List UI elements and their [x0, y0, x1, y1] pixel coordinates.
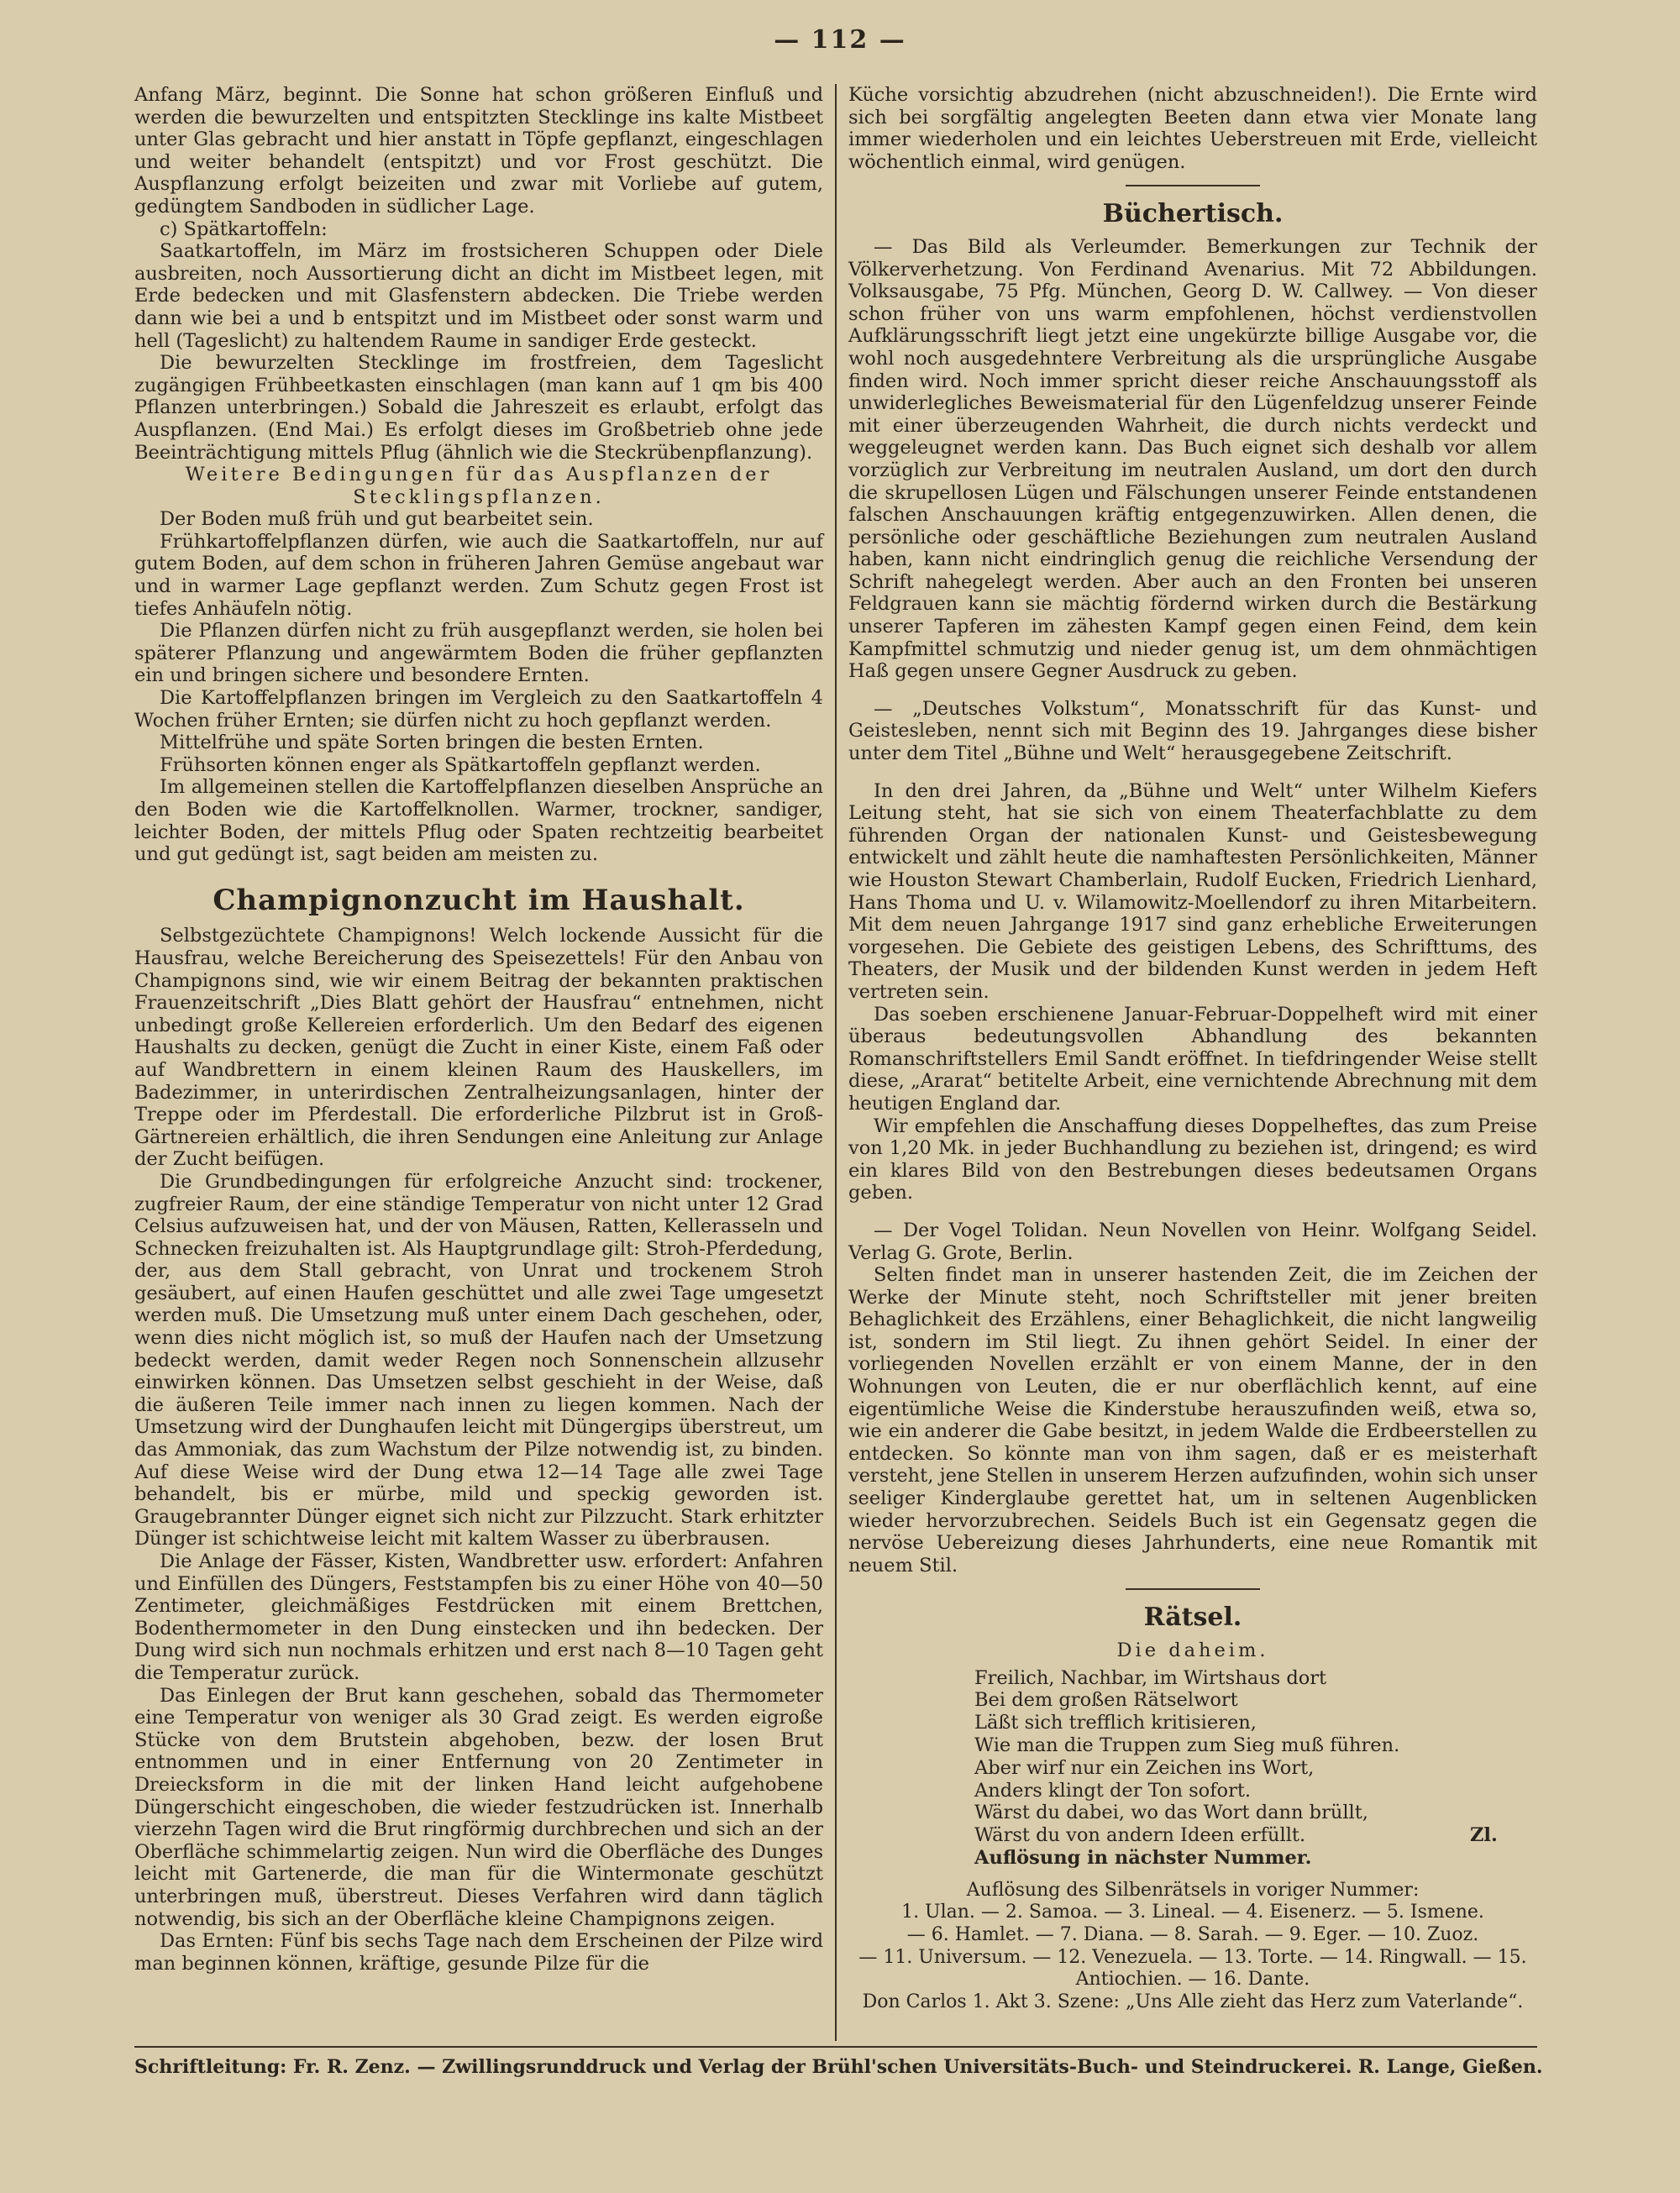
paragraph: Der Boden muß früh und gut bearbeitet sein.	[160, 508, 594, 531]
poem-line: Anders klingt der Ton sofort.	[974, 1779, 1252, 1802]
poem-line	[974, 1824, 1537, 1847]
paragraph: Wir empfehlen die Anschaffung dieses Doppelheftes, das zum Preise von 1,20 Mk. in jeder Buchhandlung zu beziehen ist, dringend; es wird ein klares Bild von den Bestrebungen dieses bedeutsamen Organs geben.	[848, 1115, 1537, 1204]
poem-line: Aber wirf nur ein Zeichen ins Wort,	[974, 1756, 1315, 1779]
answers-title: Auflösung des Silbenrätsels in voriger Nummer:	[966, 1879, 1420, 1901]
paragraph: Mittelfrühe und späte Sorten bringen die besten Ernten.	[160, 732, 704, 754]
paragraph: Im allgemeinen stellen die Kartoffelpflanzen dieselben Ansprüche an den Boden wie die Kartoffelknollen. Warmer, trockner, sandiger, leichter Boden, der mittels Pflug oder Spaten rechtzeitig bearbeitet und gut gedüngt ist, sagt beiden am meisten zu.	[134, 776, 823, 866]
left-column	[134, 84, 823, 1975]
poem	[974, 1667, 1537, 1870]
paragraph: Anfang März, beginnt. Die Sonne hat schon größeren Einfluß und werden die bewurzelten und entspitzten Stecklinge ins kalte Mistbeet unter Glas gebracht und hier anstatt in Töpfe gepflanzt, eingeschlagen und weiter behandelt (entspitzt) und vor Frost geschützt. Die Auspflanzung erfolgt beizeiten und zwar mit Vorliebe auf gutem, gedüngtem Sandboden in südlicher Lage.	[134, 84, 823, 218]
paragraph: Die Kartoffelpflanzen bringen im Vergleich zu den Saatkartoffeln 4 Wochen früher Ernten; sie dürfen nicht zu hoch gepflanzt werden.	[134, 687, 823, 732]
section-heading-buechertisch: Büchertisch.	[1102, 199, 1284, 229]
section-divider	[1126, 185, 1260, 186]
paragraph: Das soeben erschienene Januar-Februar-Doppelheft wird mit einer überaus bedeutungsvollen Abhandlung des bekannten Romanschriftstellers Emil Sandt eröffnet. In tiefdringender Weise stellt diese, „Ararat“ betitelte Arbeit, eine vernichtende Abrechnung mit dem heutigen England dar.	[848, 1003, 1537, 1115]
paragraph: Frühsorten können enger als Spätkartoffeln gepflanzt werden.	[160, 753, 761, 776]
right-column	[848, 84, 1537, 2013]
article-heading: Champignonzucht im Haushalt.	[213, 883, 745, 917]
paragraph: Selten findet man in unserer hastenden Zeit, die im Zeichen der Werke der Minute steht, noch Schriftsteller mit jener breiten Behaglichkeit des Erzählens, einer Behaglichkeit, die nicht langweilig ist, sondern im Stil liegt. Zu ihnen gehört Seidel. In einer der vorliegenden Novellen erzählt er von einem Manne, der in den Wohnungen von Leuten, die er nur oberflächlich kennt, auf eine eigentümliche Weise die Kinderstube herauszufinden weiß, etwa so, wie ein anderer die Gabe besitzt, in jedem Walde die Erdbeerstellen zu entdecken. So könnte man von ihm sagen, daß er es meisterhaft versteht, jene Stellen in unserem Herzen aufzufinden, wohin sich unser seeliger Kinderglaube gerettet hat, um in seltenen Augenblicken wieder hervorzubrechen. Seidels Buch ist ein Gegensatz gegen die nervöse Uebereizung dieses Jahrhunderts, eine neue Romantik mit neuem Stil.	[848, 1264, 1537, 1577]
poem-title: Die daheim.	[1116, 1640, 1269, 1661]
paragraph: Das Einlegen der Brut kann geschehen, sobald das Thermometer eine Temperatur von weniger als 30 Grad zeigt. Es werden eigroße Stücke von dem Brutstein abgehoben, bezw. der losen Brut entnommen und in einer Entfernung von 20 Zentimeter in Dreiecksform in die mit der linken Hand leicht aufgehobene Düngerschicht eingeschoben, die wieder festzudrücken ist. Innerhalb vierzehn Tagen wird die Brut ringförmig durchbrechen und sich an der Oberfläche schimmelartig zeigen. Nun wird die Oberfläche des Dunges leicht mit Gartenerde, die man für die Wintermonate geschützt unterbringen muß, überstreut. Dieses Verfahren wird dann täglich notwendig, bis sich an der Oberfläche kleine Champignons zeigen.	[134, 1684, 823, 1930]
footer-divider	[134, 2046, 1537, 2048]
paragraph: Die Anlage der Fässer, Kisten, Wandbretter usw. erfordert: Anfahren und Einfüllen des Düngers, Feststampfen bis zu einer Höhe von 40—50 Zentimeter, gleichmäßiges Festdrücken mit einem Brettchen, Bodenthermometer in den Dung einstecken und ihn bedecken. Der Dung wird sich nun nochmals erhitzen und erst nach 8—10 Tagen geht die Temperatur zurück.	[134, 1550, 823, 1684]
column-divider	[835, 84, 837, 2041]
poem-line: Bei dem großen Rätselwort	[974, 1689, 1238, 1712]
poem-solution-note: Auflösung in nächster Nummer.	[974, 1846, 1312, 1869]
section-divider	[1126, 1588, 1260, 1590]
paragraph: Die bewurzelten Stecklinge im frostfreien, dem Tageslicht zugängigen Frühbeetkasten einschlagen (man kann auf 1 qm bis 400 Pflanzen unterbringen.) Sobald die Jahreszeit es erlaubt, erfolgt das Auspflanzen. (End Mai.) Es erfolgt dieses im Großbetrieb ohne jede Beeinträchtigung mittels Pflug (ähnlich wie die Steckrübenpflanzung).	[134, 352, 823, 464]
paragraph: In den drei Jahren, da „Bühne und Welt“ unter Wilhelm Kiefers Leitung steht, hat sie sich von einem Theaterfachblatte zu dem führenden Organ der nationalen Kunst- und Geistesbewegung entwickelt und zählt heute die namhaftesten Persönlichkeiten, Männer wie Houston Stewart Chamberlain, Rudolf Eucken, Friedrich Lienhard, Hans Thoma und U. v. Wilamowitz-Moellendorf zu ihren Mitarbeitern. Mit dem neuen Jahrgange 1917 sind ganz erhebliche Erweiterungen vorgesehen. Die Gebiete des geistigen Lebens, des Schrifttums, des Theaters, der Musik und der bildenden Kunst werden in jedem Heft vertreten sein.	[848, 779, 1537, 1003]
answers-line: 1. Ulan. — 2. Samoa. — 3. Lineal. — 4. Eisenerz. — 5. Ismene.	[901, 1902, 1484, 1923]
book-review: — Der Vogel Tolidan. Neun Novellen von Heinr. Wolfgang Seidel. Verlag G. Grote, Berlin.	[848, 1219, 1537, 1264]
subheading: Weitere Bedingungen für das Auspflanzen der Stecklingspflanzen.	[185, 464, 773, 508]
answers-line: — 11. Universum. — 12. Venezuela. — 13. Torte. — 14. Ringwall. — 15. Antiochien. — 16. Dante.	[858, 1946, 1527, 1991]
paragraph: Küche vorsichtig abzudrehen (nicht abzuschneiden!). Die Ernte wird sich bei sorgfältig angelegten Beeten dann etwa vier Monate lang immer wiederholen und ein leichtes Ueberstreuen mit Erde, vielleicht wöchentlich einmal, wird genügen.	[848, 84, 1537, 173]
answers-line: — 6. Hamlet. — 7. Diana. — 8. Sarah. — 9. Eger. — 10. Zuoz.	[906, 1923, 1479, 1945]
poem-line-text: Wärst du von andern Ideen erfüllt.	[974, 1824, 1306, 1847]
poem-line: Läßt sich trefflich kritisieren,	[974, 1712, 1257, 1734]
page-number: — 112 —	[774, 25, 906, 55]
riddle-answers	[848, 1880, 1537, 2014]
paragraph: Die Pflanzen dürfen nicht zu früh ausgepflanzt werden, sie holen bei späterer Pflanzung und angewärmtem Boden die früher gepflanzten ein und bringen sichere und besondere Ernten.	[134, 620, 823, 687]
spacer	[848, 765, 1537, 780]
poem-line: Wie man die Truppen zum Sieg muß führen.	[974, 1734, 1400, 1756]
spacer	[848, 683, 1537, 698]
poem-signature: Zl.	[1470, 1824, 1498, 1847]
poem-line: Wärst du dabei, wo das Wort dann brüllt,	[974, 1802, 1368, 1824]
spacer	[848, 1204, 1537, 1220]
poem-line: Freilich, Nachbar, im Wirtshaus dort	[974, 1666, 1327, 1689]
section-label: c) Spätkartoffeln:	[160, 218, 328, 240]
paragraph: Frühkartoffelpflanzen dürfen, wie auch die Saatkartoffeln, nur auf gutem Boden, auf dem schon in früheren Jahren Gemüse angebaut war und in warmer Lage gepflanzt werden. Zum Schutz gegen Frost ist tiefes Anhäufeln nötig.	[134, 530, 823, 620]
paragraph: Das Ernten: Fünf bis sechs Tage nach dem Erscheinen der Pilze wird man beginnen können, kräftige, gesunde Pilze für die	[134, 1930, 823, 1975]
imprint-footer: Schriftleitung: Fr. R. Zenz. — Zwillingsrunddruck und Verlag der Brühl'schen Universitäts-Buch- und Steindruckerei. R. Lange, Gießen.	[134, 2056, 1543, 2078]
book-review: — „Deutsches Volkstum“, Monatsschrift für das Kunst- und Geistesleben, nennt sich mit Beginn des 19. Jahrganges diese bisher unter dem Titel „Bühne und Welt“ herausgegebene Zeitschrift.	[848, 697, 1537, 765]
paragraph: Die Grundbedingungen für erfolgreiche Anzucht sind: trockener, zugfreier Raum, der eine ständige Temperatur von nicht unter 12 Grad Celsius aufzuweisen hat, und der von Mäusen, Ratten, Kellerasseln und Schnecken freizuhalten ist. Als Hauptgrundlage gilt: Stroh-Pferdedung, der, aus dem Stall gebracht, von Unrat und trockenem Stroh gesäubert, auf einen Haufen geschüttet und alle zwei Tage umgesetzt werden muß. Die Umsetzung muß unter einem Dach geschehen, oder, wenn dies nicht möglich ist, so muß der Haufen nach der Umsetzung bedeckt werden, damit weder Regen noch Sonnenschein allzusehr einwirken können. Das Umsetzen selbst geschieht in der Weise, daß die äußeren Teile immer nach innen zu liegen kommen. Nach der Umsetzung wird der Dunghaufen leicht mit Düngergips überstreut, um das Ammoniak, das zum Wachstum der Pilze notwendig ist, zu binden. Auf diese Weise wird der Dung etwa 12—14 Tage alle zwei Tage behandelt, bis er mürbe, mild und speckig geworden ist. Graugebrannter Dünger eignet sich nicht zur Pilzzucht. Stark erhitzter Dünger ist schichtweise leicht mit kaltem Wasser zu überbrausen.	[134, 1170, 823, 1550]
section-heading-raetsel: Rätsel.	[1143, 1603, 1242, 1633]
paragraph: Saatkartoffeln, im März im frostsicheren Schuppen oder Diele ausbreiten, noch Aussortierung dicht an dicht im Mistbeet legen, mit Erde bedecken und mit Glasfenstern abdecken. Die Triebe werden dann wie bei a und b entspitzt und im Mistbeet oder sonst warm und hell (Tageslicht) zu haltendem Raume in sandiger Erde gesteckt.	[134, 240, 823, 352]
answers-line: Don Carlos 1. Akt 3. Szene: „Uns Alle zieht das Herz zum Vaterlande“.	[862, 1991, 1524, 2012]
paragraph: Selbstgezüchtete Champignons! Welch lockende Aussicht für die Hausfrau, welche Bereicherung des Speisezettels! Für den Anbau von Champignons sind, wie wir einem Beitrag der bekannten praktischen Frauenzeitschrift „Dies Blatt gehört der Hausfrau“ entnehmen, nicht unbedingt große Kellereien erforderlich. Um den Bedarf des eigenen Haushalts zu decken, genügt die Zucht in einer Kiste, einem Faß oder auf Wandbrettern in einem kleinen Raum des Hauskellers, im Badezimmer, in unterirdischen Zentralheizungsanlagen, hinter der Treppe oder im Pferdestall. Die erforderliche Pilzbrut ist in Groß-Gärtnereien erhältlich, die ihren Sendungen eine Anleitung zur Anlage der Zucht beifügen.	[134, 925, 823, 1171]
book-review: — Das Bild als Verleumder. Bemerkungen zur Technik der Völkerverhetzung. Von Ferdinand Avenarius. Mit 72 Abbildungen. Volksausgabe, 75 Pfg. München, Georg D. W. Callwey. — Von dieser schon früher von uns warm empfohlenen, höchst verdienstvollen Aufklärungsschrift liegt jetzt eine ungekürzte billige Ausgabe vor, die wohl noch ausgedehntere Verbreitung als die ursprüngliche Ausgabe finden wird. Noch immer spricht dieser reiche Anschauungsstoff als unwiderlegliches Beweismaterial für den Lügenfeldzug unserer Feinde mit einer überzeugenden Wahrheit, die durch nichts verdeckt und weggeleugnet werden kann. Das Buch eignet sich deshalb vor allem vorzüglich zur Verbreitung im neutralen Ausland, um dort den durch die skrupellosen Lügen und Fälschungen unserer Feinde entstandenen falschen Anschauungen kräftig entgegenzuwirken. Allen denen, die persönliche oder geschäftliche Beziehungen zum neutralen Ausland haben, kann nicht eindringlich genug die reichliche Versendung der Schrift nahegelegt werden. Aber auch an den Fronten bei unseren Feldgrauen kann sie mächtig fördernd wirken durch die Bestärkung unserer Tapferen im zähesten Kampf gegen einen Feind, dem kein Kampfmittel schmutzig und nieder genug ist, um dem ohnmächtigen Haß gegen unsere Gegner Ausdruck zu geben.	[848, 235, 1537, 683]
